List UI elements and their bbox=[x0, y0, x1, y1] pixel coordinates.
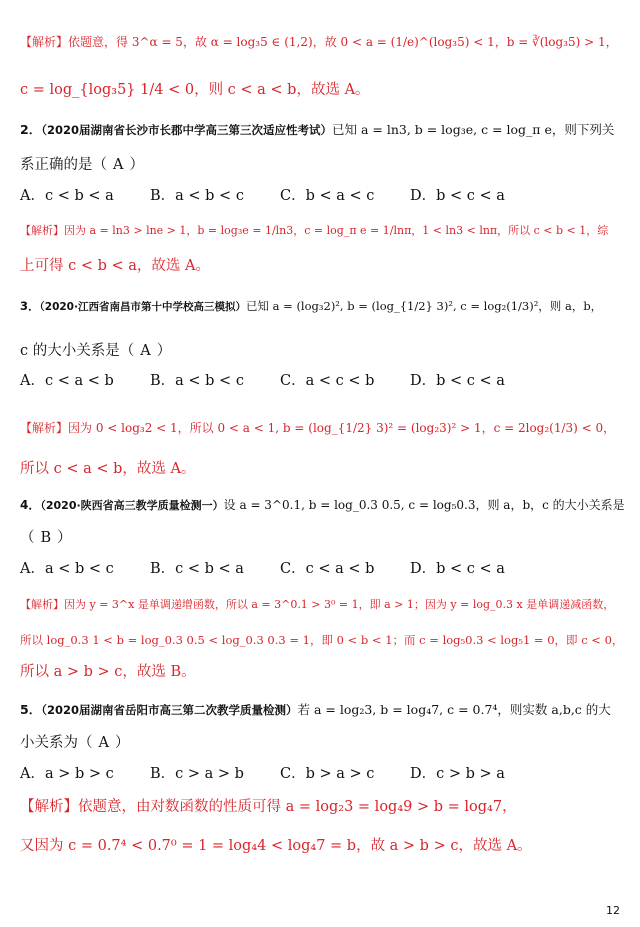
page-number: 12 bbox=[606, 904, 620, 917]
q3-options bbox=[20, 371, 626, 391]
analysis-tag: 【解析】 bbox=[20, 35, 69, 49]
q4-option-a: A．a < b < c bbox=[20, 561, 114, 577]
q5-analysis-line1: 【解析】依题意，由对数函数的性质可得 a = log₂3 = log₄9 > b = log₄7， bbox=[20, 799, 517, 815]
q2-stem-line2: 系正确的是（ A ） bbox=[20, 157, 144, 173]
q2-analysis-line2: 上可得 c < b < a，故选 A。 bbox=[20, 258, 210, 274]
q5-options bbox=[20, 764, 626, 784]
q3-option-b: B．a < b < c bbox=[150, 373, 244, 389]
q2-options bbox=[20, 186, 626, 206]
q2-option-c: C．b < a < c bbox=[280, 188, 375, 204]
q2-option-b: B．a < b < c bbox=[150, 188, 244, 204]
analysis-tag: 【解析】 bbox=[20, 799, 78, 815]
analysis-tag: 【解析】 bbox=[20, 598, 64, 611]
q3-option-d: D．b < c < a bbox=[410, 373, 505, 389]
q2-stem: 2．（2020届湖南省长沙市长郡中学高三第三次适应性考试）已知 a = ln3, b = log₃e, c = log_π e，则下列关 bbox=[20, 122, 615, 137]
q5-stem: 5．（2020届湖南省岳阳市高三第二次教学质量检测）若 a = log₂3, b = log₄7, c = 0.7⁴，则实数 a,b,c 的大 bbox=[20, 702, 611, 717]
q4-analysis-line3: 所以 a > b > c，故选 B。 bbox=[20, 664, 196, 680]
q4-stem: 4．（2020·陕西省高三教学质量检测一）设 a = 3^0.1, b = log_0.3 0.5, c = log₅0.3，则 a，b，c 的大小关系是 bbox=[20, 498, 625, 512]
q4-stem-line2: （ B ） bbox=[20, 530, 72, 546]
q3-answer: A bbox=[140, 343, 151, 359]
q3-option-c: C．a < c < b bbox=[280, 373, 375, 389]
q4-options bbox=[20, 559, 626, 579]
q5-option-d: D．c > b > a bbox=[410, 766, 505, 782]
q2-analysis-line1: 【解析】因为 a = ln3 > lne > 1，b = log₃e = 1/ln3，c = log_π e = 1/lnπ，1 < ln3 < lnπ，所以 c < b < 1，综 bbox=[20, 224, 609, 237]
q3-stem-line2: c 的大小关系是（ A ） bbox=[20, 343, 172, 359]
q5-option-c: C．b > a > c bbox=[280, 766, 375, 782]
analysis-tag: 【解析】 bbox=[20, 224, 64, 237]
q4-analysis-line2: 所以 log_0.3 1 < b = log_0.3 0.5 < log_0.3 0.3 = 1，即 0 < b < 1；而 c = log₅0.3 < log₅1 = 0，即 c < 0， bbox=[20, 633, 624, 647]
q5-answer: A bbox=[98, 735, 109, 751]
q3-stem: 3．（2020·江西省南昌市第十中学校高三模拟）已知 a = (log₃2)², b = (log_{1/2} 3)², c = log₂(1/3)²，则 a，b， bbox=[20, 299, 603, 313]
q5-option-b: B．c > a > b bbox=[150, 766, 244, 782]
q4-option-d: D．b < c < a bbox=[410, 561, 505, 577]
q4-answer: B bbox=[40, 530, 52, 546]
q3-option-a: A．c < a < b bbox=[20, 373, 114, 389]
q5-analysis-line2: 又因为 c = 0.7⁴ < 0.7⁰ = 1 = log₄4 < log₄7 = b，故 a > b > c，故选 A。 bbox=[20, 838, 532, 854]
intro-analysis-line1: 【解析】依题意，得 3^α = 5，故 α = log₃5 ∈ (1,2)，故 0 < a = (1/e)^(log₃5) < 1，b = ∛(log₃5) > 1， bbox=[20, 35, 618, 49]
q2-option-a: A．c < b < a bbox=[20, 188, 114, 204]
q4-analysis-line1: 【解析】因为 y = 3^x 是单调递增函数，所以 a = 3^0.1 > 3⁰ = 1，即 a > 1；因为 y = log_0.3 x 是单调递减函数， bbox=[20, 598, 615, 611]
q2-answer: A bbox=[113, 157, 124, 173]
analysis-tag: 【解析】 bbox=[20, 421, 69, 435]
q3-analysis-line2: 所以 c < a < b，故选 A。 bbox=[20, 461, 196, 477]
q2-option-d: D．b < c < a bbox=[410, 188, 505, 204]
q4-option-c: C．c < a < b bbox=[280, 561, 375, 577]
q5-option-a: A．a > b > c bbox=[20, 766, 114, 782]
q5-stem-line2: 小关系为（ A ） bbox=[20, 735, 130, 751]
q4-option-b: B．c < b < a bbox=[150, 561, 244, 577]
q3-analysis-line1: 【解析】因为 0 < log₃2 < 1，所以 0 < a < 1, b = (log_{1/2} 3)² = (log₂3)² > 1，c = 2log₂(1/3) < 0， bbox=[20, 421, 616, 435]
intro-analysis-line2: c = log_{log₃5} 1/4 < 0，则 c < a < b，故选 A。 bbox=[20, 82, 370, 98]
